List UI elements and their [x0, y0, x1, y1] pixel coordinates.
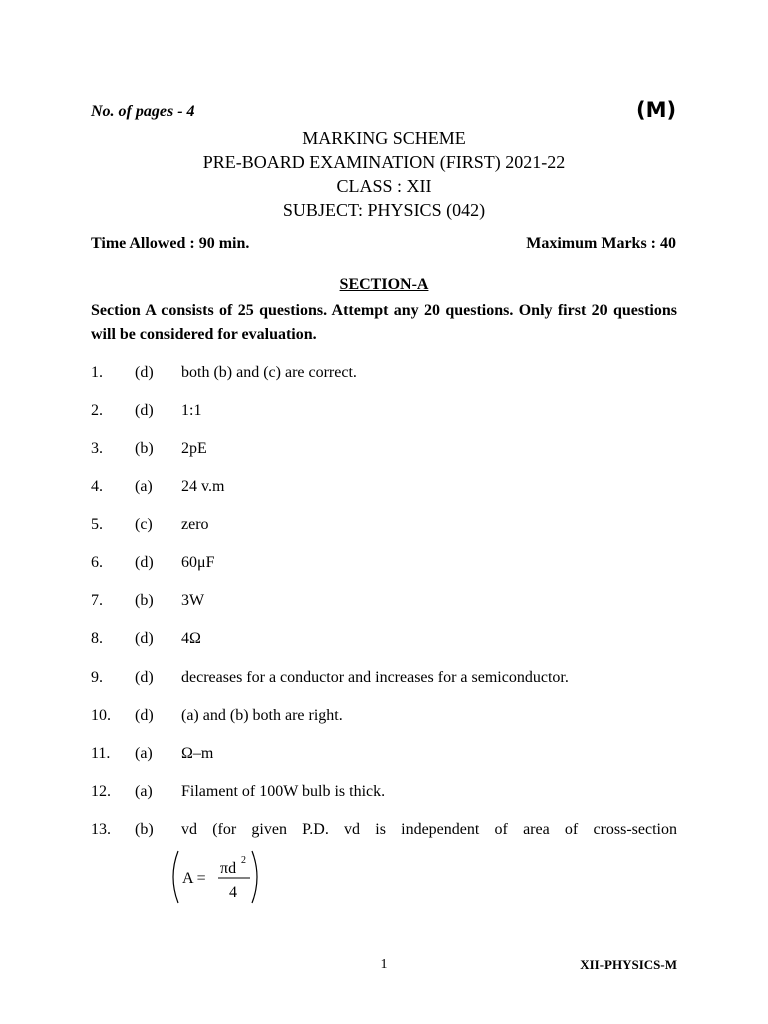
- answer-text: 3W: [181, 592, 205, 609]
- answer-option: (d): [135, 630, 154, 647]
- section-instructions: Section A consists of 25 questions. Attempt any 20 questions. Only first 20 questions will be considered for evaluation.: [91, 302, 677, 343]
- answer-row: [91, 364, 677, 386]
- footer-code: XII-PHYSICS-M: [580, 957, 677, 972]
- answer-option: (b): [135, 440, 154, 457]
- answer-row: [91, 669, 677, 691]
- right-paren: [252, 851, 257, 903]
- area-formula: [168, 849, 260, 905]
- question-number: 9.: [91, 669, 103, 686]
- answer-row: [91, 707, 677, 729]
- answer-row: [91, 821, 677, 843]
- question-number: 8.: [91, 630, 103, 647]
- answer-text: 4Ω: [181, 630, 201, 647]
- answer-text: both (b) and (c) are correct.: [181, 364, 357, 381]
- answer-row: [91, 592, 677, 614]
- doc-title: MARKING SCHEME: [302, 128, 466, 148]
- answer-option: (a): [135, 478, 153, 495]
- formula-numerator: πd: [220, 860, 237, 877]
- answer-option: (d): [135, 554, 154, 571]
- question-number: 3.: [91, 440, 103, 457]
- answer-text: Ω–m: [181, 745, 214, 762]
- answer-text: 1:1: [181, 402, 202, 419]
- answer-text: 24 v.m: [181, 478, 225, 495]
- class-line: CLASS : XII: [336, 176, 432, 196]
- answer-text: zero: [181, 516, 209, 533]
- scheme-badge: (M): [636, 98, 677, 122]
- question-number: 1.: [91, 364, 103, 381]
- answer-option: (a): [135, 783, 153, 800]
- page-number: 1: [380, 957, 388, 972]
- section-heading: SECTION-A: [339, 276, 429, 293]
- answer-text: decreases for a conductor and increases for a semiconductor.: [181, 669, 569, 686]
- time-allowed: Time Allowed : 90 min.: [91, 235, 250, 252]
- question-number: 6.: [91, 554, 103, 571]
- answer-row: [91, 745, 677, 767]
- answer-row: [91, 554, 677, 576]
- answer-text: Filament of 100W bulb is thick.: [181, 783, 386, 800]
- answer-row: [91, 440, 677, 462]
- question-number: 4.: [91, 478, 103, 495]
- question-number: 12.: [91, 783, 111, 800]
- answer-option: (b): [135, 592, 154, 609]
- answer-option: (d): [135, 669, 154, 686]
- subject-line: SUBJECT: PHYSICS (042): [282, 200, 486, 220]
- exam-name: PRE-BOARD EXAMINATION (FIRST) 2021-22: [202, 152, 566, 172]
- question-number: 13.: [91, 821, 111, 838]
- question-number: 10.: [91, 707, 111, 724]
- answer-row: [91, 516, 677, 538]
- question-number: 7.: [91, 592, 103, 609]
- formula-exponent: 2: [241, 855, 246, 866]
- answer-row: [91, 783, 677, 805]
- answer-option: (a): [135, 745, 153, 762]
- formula-lhs: A =: [182, 870, 206, 887]
- answer-text: (a) and (b) both are right.: [181, 707, 343, 724]
- answer-text: 2pE: [181, 440, 207, 457]
- answer-option: (d): [135, 364, 154, 381]
- maximum-marks: Maximum Marks : 40: [526, 235, 676, 252]
- answer-row: [91, 478, 677, 500]
- answer-text: vd (for given P.D. vd is independent of area of cross-section: [181, 821, 677, 838]
- question-number: 5.: [91, 516, 103, 533]
- pages-count-note: No. of pages - 4: [91, 103, 195, 120]
- answer-option: (c): [135, 516, 153, 533]
- question-number: 11.: [91, 745, 111, 762]
- answer-row: [91, 402, 677, 424]
- answer-option: (b): [135, 821, 154, 838]
- answer-option: (d): [135, 707, 154, 724]
- answer-option: (d): [135, 402, 154, 419]
- answer-row: [91, 630, 677, 652]
- answer-text: 60μF: [181, 554, 215, 571]
- formula-denominator: 4: [229, 884, 237, 901]
- question-number: 2.: [91, 402, 103, 419]
- left-paren: [173, 851, 178, 903]
